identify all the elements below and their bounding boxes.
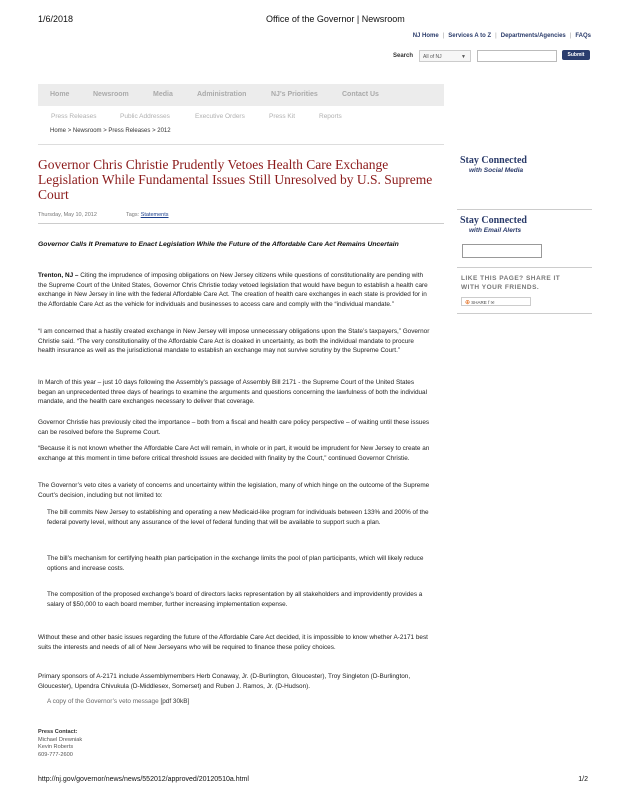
share-button[interactable] — [461, 297, 531, 306]
paragraph-4: Governor Christie has previously cited the importance – both from a fiscal and health care policy perspective – of waiting until these issues can be resolved before the Supreme Court. — [38, 419, 430, 436]
contact-name: Michael Drewniak — [38, 736, 83, 743]
search-submit-button[interactable]: Submit — [562, 50, 590, 60]
attachment — [47, 698, 189, 705]
social-icons: f ✉ — [488, 300, 495, 305]
paragraph-7: Without these and other basic issues regarding the future of the Affordable Care Act decided, it is impossible to know whether A-2171 best suits the interests and needs of all of New Jerseyans who will be required to finance these policy choices. — [38, 634, 428, 651]
article-subhead: Governor Calls It Premature to Enact Legislation While the Future of the Affordable Care Act Remains Uncertain — [38, 241, 399, 248]
top-link-services[interactable]: Services A to Z — [448, 33, 492, 39]
top-link-nj-home[interactable]: NJ Home — [412, 33, 439, 39]
stay-connected-email-title: Stay Connected — [460, 215, 527, 226]
share-icon: ⊕ — [465, 300, 471, 306]
press-contact — [38, 729, 82, 759]
email-alerts-link[interactable]: with Email Alerts — [469, 227, 522, 234]
share-prompt-line: LIKE THIS PAGE? SHARE IT — [461, 275, 561, 282]
subnav-press-releases[interactable]: Press Releases — [51, 113, 97, 120]
divider — [38, 144, 444, 145]
print-title: Office of the Governor | Newsroom — [266, 14, 405, 24]
list-item: The bill’s mechanism for certifying health plan participation in the exchange limits the pool of plan participants, which will likely reduce options and increase costs. — [47, 555, 424, 572]
share-prompt — [461, 275, 560, 292]
paragraph-2: “I am concerned that a hastily created exchange in New Jersey will impose unnecessary obligations upon the State’s taxpayers,” Governor Christie said. “The very constitutionality of the Affordable Care Act is cloaked in uncertainty, as both the individual mandate to procure health insurance as well as the jurisdictional mandate to establish an exchange may not survive scrutiny by the Supreme Court.” — [38, 328, 430, 355]
footer-url: http://nj.gov/governor/news/news/552012/approved/20120510a.html — [38, 776, 249, 783]
sidebar-divider — [457, 267, 592, 268]
share-label: SHARE — [471, 300, 487, 305]
share-prompt-line: WITH YOUR FRIENDS. — [461, 283, 540, 291]
article-tags — [126, 212, 169, 218]
paragraph-1-text: Citing the imprudence of imposing obligations on New Jersey citizens while questions of constitutionality are pending with the Supreme Court of the United States, Governor Chris Christie today vetoed legislation that would have begun to establish a health care exchange in New Jersey in line with the federal Affordable Care Act. The creation of health care exchanges in each state is provided for in the Affordable Care Act as the vehicle for individuals and businesses to access care and comply with the “individual mandate.” — [38, 272, 428, 308]
nav-priorities[interactable]: NJ's Priorities — [271, 91, 318, 98]
breadcrumb-home[interactable]: Home — [50, 128, 67, 134]
sidebar-divider — [457, 313, 592, 314]
paragraph-1 — [38, 271, 433, 309]
main-nav — [38, 84, 444, 106]
subnav-press-kit[interactable]: Press Kit — [269, 113, 296, 120]
paragraph-3: In March of this year – just 10 days following the Assembly’s passage of Assembly Bill 2171 - the Supreme Court of the United States began an unprecedented three days of hearings to examine the arguments and questions concerning the lawfulness of both the individual mandate, and the health care exchanges necessary to deliver that coverage. — [38, 379, 428, 406]
page-title: Governor Chris Christie Prudently Vetoes Health Care Exchange Legislation While Fundamental Issues Still Unresolved by U.S. Supreme Court — [38, 157, 433, 202]
breadcrumb — [50, 128, 171, 134]
stay-connected-social-title: Stay Connected — [460, 155, 527, 166]
search-input[interactable] — [477, 50, 557, 62]
top-link-faqs[interactable]: FAQs — [575, 33, 591, 39]
nav-contact[interactable]: Contact Us — [342, 91, 379, 98]
search-bar — [393, 50, 590, 64]
nav-media[interactable]: Media — [153, 91, 173, 98]
dateline: Trenton, NJ – — [38, 272, 79, 279]
top-link-departments[interactable]: Departments/Agencies — [500, 33, 566, 39]
paragraph-5: “Because it is not known whether the Affordable Care Act will remain, in whole or in part, it would be imprudent for New Jersey to create an exchange at this moment in time before critical threshold issues are decided with finality by the Court,” continued Governor Christie. — [38, 445, 430, 462]
paragraph-6: The Governor’s veto cites a variety of concerns and uncertainty within the legislation, many of which hinge on the outcome of the Supreme Court’s decision, including but not limited to: — [38, 482, 430, 499]
nav-home[interactable]: Home — [50, 91, 70, 98]
top-links: NJ Home | Services A to Z | Departments/Agencies | FAQs — [412, 33, 591, 39]
tags-label: Tags: — [126, 212, 140, 218]
social-media-link[interactable]: with Social Media — [469, 167, 524, 174]
breadcrumb-press-releases[interactable]: > Press Releases — [103, 128, 151, 134]
print-date: 1/6/2018 — [38, 14, 74, 24]
contact-name: Kevin Roberts — [38, 744, 74, 750]
subnav-executive-orders[interactable]: Executive Orders — [195, 113, 245, 120]
sidebar-divider — [457, 209, 592, 210]
email-input[interactable] — [462, 244, 542, 258]
page-number: 1/2 — [578, 776, 588, 783]
paragraph-8: Primary sponsors of A-2171 include Assemblymembers Herb Conaway, Jr. (D-Burlington, Gloucester), Troy Singleton (D-Burlington, Gloucester), Upendra Chivukula (D-Middlesex, Somerset) and Ruben J. Ramos, Jr. (D-Hudson). — [38, 673, 411, 690]
article-date: Thursday, May 10, 2012 — [38, 212, 97, 218]
contact-heading: Press Contact: — [38, 729, 78, 735]
attachment-link[interactable]: A copy of the Governor’s veto message — [47, 698, 159, 705]
breadcrumb-year[interactable]: > 2012 — [152, 128, 171, 134]
search-scope-select[interactable] — [419, 50, 471, 62]
article-meta — [38, 212, 444, 224]
attachment-meta: [pdf 30kB] — [160, 698, 190, 705]
search-label: Search — [393, 53, 414, 59]
list-item: The composition of the proposed exchange’s board of directors lacks representation by all stakeholders and improvidently provides a salary of $50,000 to each board member, further increasing implementation expense. — [47, 591, 423, 608]
breadcrumb-newsroom[interactable]: > Newsroom — [67, 128, 102, 134]
nav-administration[interactable]: Administration — [197, 91, 247, 98]
print-footer — [38, 776, 588, 783]
subnav-public-addresses[interactable]: Public Addresses — [120, 113, 170, 120]
tag-link-statements[interactable]: Statements — [140, 212, 169, 218]
nav-newsroom[interactable]: Newsroom — [93, 91, 129, 98]
chevron-down-icon: ▼ — [461, 54, 466, 60]
search-scope-value: All of NJ — [423, 54, 442, 60]
subnav-reports[interactable]: Reports — [319, 113, 342, 120]
contact-phone: 609-777-2600 — [38, 751, 73, 758]
list-item: The bill commits New Jersey to establishing and operating a new Medicaid-like program for individuals between 133% and 200% of the federal poverty level, without any assurance of the level of federal funding that will be available to support such a plan. — [47, 509, 429, 526]
